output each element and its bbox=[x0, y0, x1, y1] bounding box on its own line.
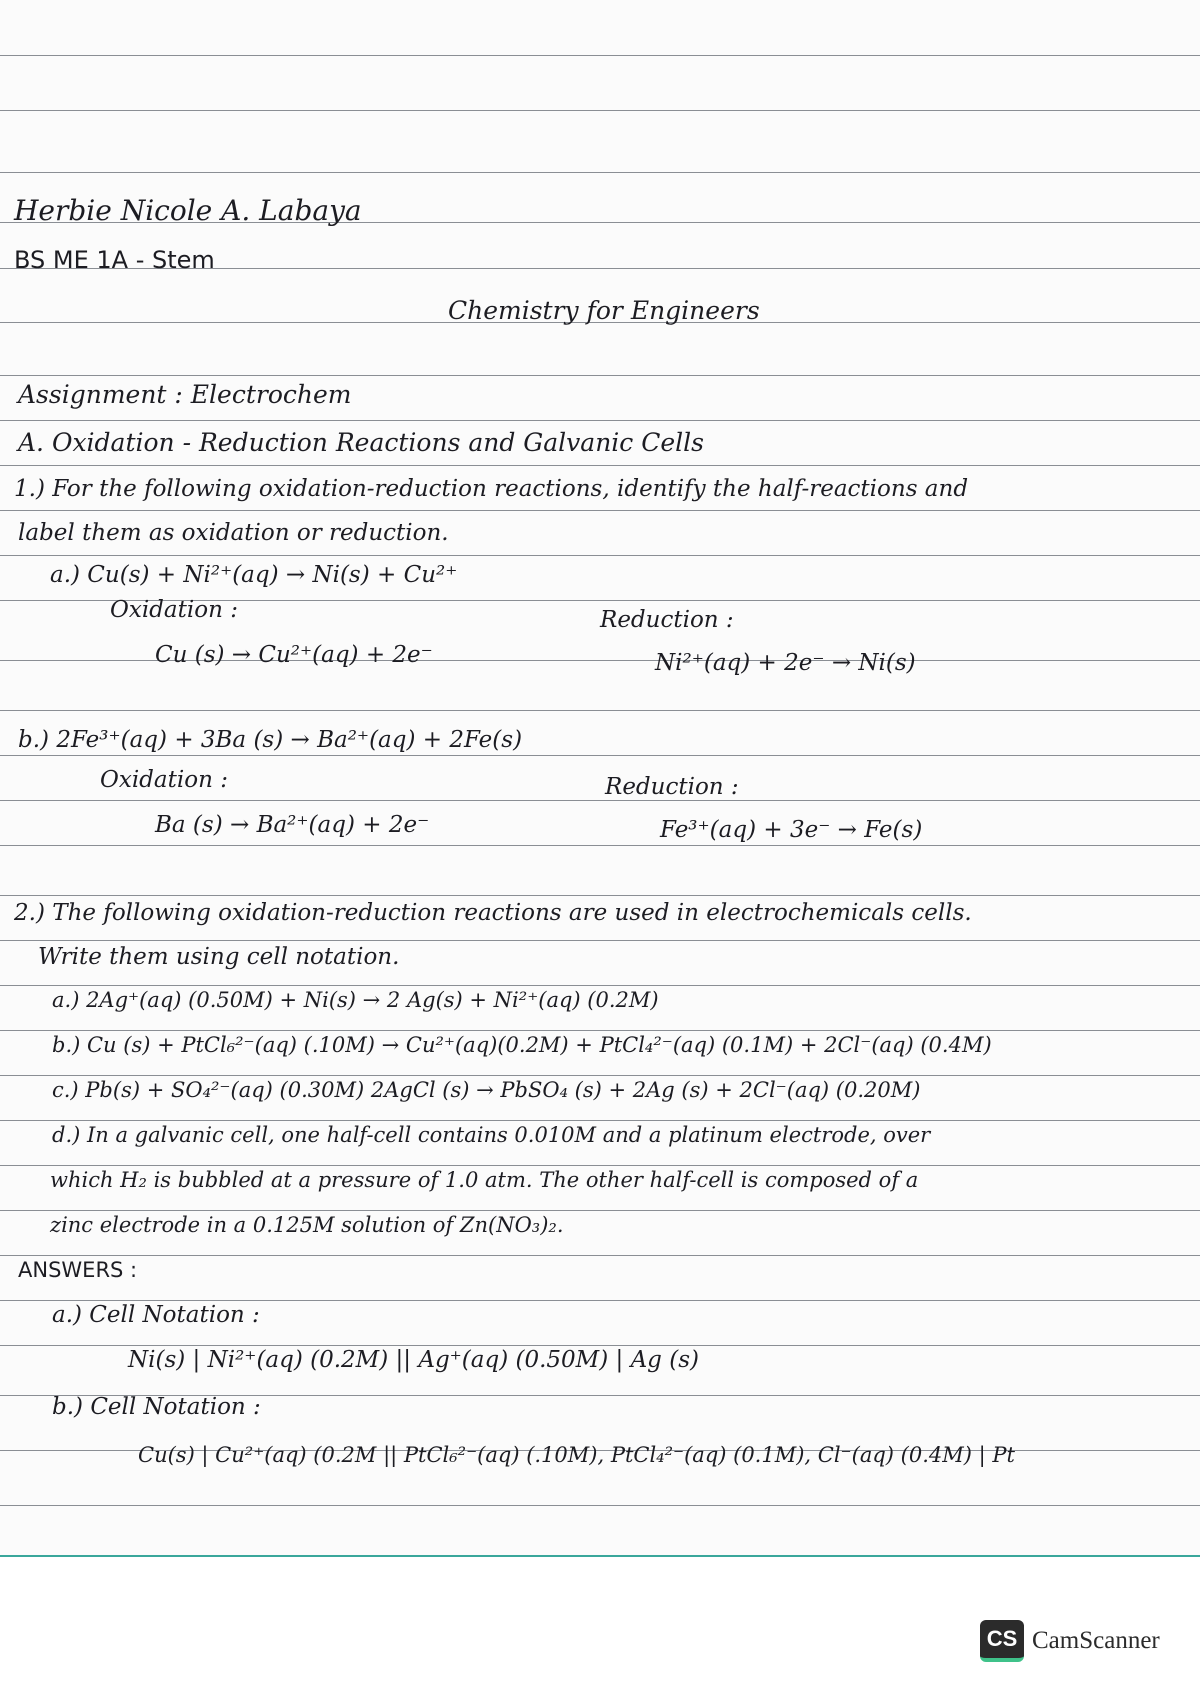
q1a-oxidation-label: Oxidation : bbox=[110, 597, 238, 623]
q1a-reaction: a.) Cu(s) + Ni²⁺(aq) → Ni(s) + Cu²⁺ bbox=[50, 562, 458, 588]
q1a-oxidation-equation: Cu (s) → Cu²⁺(aq) + 2e⁻ bbox=[155, 642, 433, 668]
program: BS ME 1A - Stem bbox=[14, 246, 215, 274]
ruled-line bbox=[0, 55, 1200, 56]
q1a-reduction-label: Reduction : bbox=[600, 607, 734, 633]
answer-b-label: b.) Cell Notation : bbox=[52, 1394, 261, 1420]
q2d-line3: zinc electrode in a 0.125M solution of Zn(NO₃)₂. bbox=[50, 1213, 564, 1237]
q1-prompt-line1: 1.) For the following oxidation-reduction reactions, identify the half-reactions and bbox=[14, 476, 969, 502]
ruled-line bbox=[0, 800, 1200, 801]
ruled-line bbox=[0, 510, 1200, 511]
ruled-line bbox=[0, 172, 1200, 173]
q2d-line1: d.) In a galvanic cell, one half-cell contains 0.010M and a platinum electrode, over bbox=[52, 1123, 931, 1147]
ruled-line bbox=[0, 110, 1200, 111]
q2a-reaction: a.) 2Ag⁺(aq) (0.50M) + Ni(s) → 2 Ag(s) + Ni²⁺(aq) (0.2M) bbox=[52, 988, 659, 1012]
q2d-line2: which H₂ is bubbled at a pressure of 1.0 atm. The other half-cell is composed of a bbox=[50, 1168, 919, 1192]
ruled-line bbox=[0, 710, 1200, 711]
ruled-line bbox=[0, 895, 1200, 896]
camscanner-logo-icon: CS bbox=[980, 1620, 1024, 1662]
q1b-reduction-label: Reduction : bbox=[605, 774, 739, 800]
q2b-reaction: b.) Cu (s) + PtCl₆²⁻(aq) (.10M) → Cu²⁺(aq)(0.2M) + PtCl₄²⁻(aq) (0.1M) + 2Cl⁻(aq) (0.4M) bbox=[52, 1033, 992, 1057]
q1b-oxidation-label: Oxidation : bbox=[100, 767, 228, 793]
ruled-line bbox=[0, 420, 1200, 421]
answer-a-label: a.) Cell Notation : bbox=[52, 1302, 260, 1328]
q1b-oxidation-equation: Ba (s) → Ba²⁺(aq) + 2e⁻ bbox=[155, 812, 430, 838]
q2-prompt-line2: Write them using cell notation. bbox=[38, 944, 400, 970]
answers-heading: ANSWERS : bbox=[18, 1258, 138, 1282]
ruled-line bbox=[0, 465, 1200, 466]
ruled-line bbox=[0, 940, 1200, 941]
q1b-reduction-equation: Fe³⁺(aq) + 3e⁻ → Fe(s) bbox=[660, 817, 923, 843]
q1b-reaction: b.) 2Fe³⁺(aq) + 3Ba (s) → Ba²⁺(aq) + 2Fe(s) bbox=[18, 727, 523, 753]
ruled-line bbox=[0, 1255, 1200, 1256]
ruled-line bbox=[0, 555, 1200, 556]
ruled-line bbox=[0, 375, 1200, 376]
course-title: Chemistry for Engineers bbox=[448, 296, 760, 325]
ruled-line bbox=[0, 845, 1200, 846]
answer-b-notation: Cu(s) | Cu²⁺(aq) (0.2M || PtCl₆²⁻(aq) (.10M), PtCl₄²⁻(aq) (0.1M), Cl⁻(aq) (0.4M) | Pt bbox=[138, 1443, 1015, 1467]
section-a-title: A. Oxidation - Reduction Reactions and Galvanic Cells bbox=[18, 428, 704, 457]
q2c-reaction: c.) Pb(s) + SO₄²⁻(aq) (0.30M) 2AgCl (s) → PbSO₄ (s) + 2Ag (s) + 2Cl⁻(aq) (0.20M) bbox=[52, 1078, 921, 1102]
ruled-line bbox=[0, 755, 1200, 756]
q1-prompt-line2: label them as oxidation or reduction. bbox=[18, 520, 449, 546]
student-name: Herbie Nicole A. Labaya bbox=[14, 194, 362, 227]
q2-prompt-line1: 2.) The following oxidation-reduction reactions are used in electrochemicals cells. bbox=[14, 900, 972, 926]
answer-a-notation: Ni(s) | Ni²⁺(aq) (0.2M) || Ag⁺(aq) (0.50M) | Ag (s) bbox=[128, 1347, 699, 1373]
camscanner-watermark bbox=[980, 1620, 1160, 1662]
camscanner-text: CamScanner bbox=[1032, 1627, 1160, 1654]
assignment-title: Assignment : Electrochem bbox=[18, 380, 352, 409]
ruled-line bbox=[0, 1505, 1200, 1506]
q1a-reduction-equation: Ni²⁺(aq) + 2e⁻ → Ni(s) bbox=[655, 650, 916, 676]
